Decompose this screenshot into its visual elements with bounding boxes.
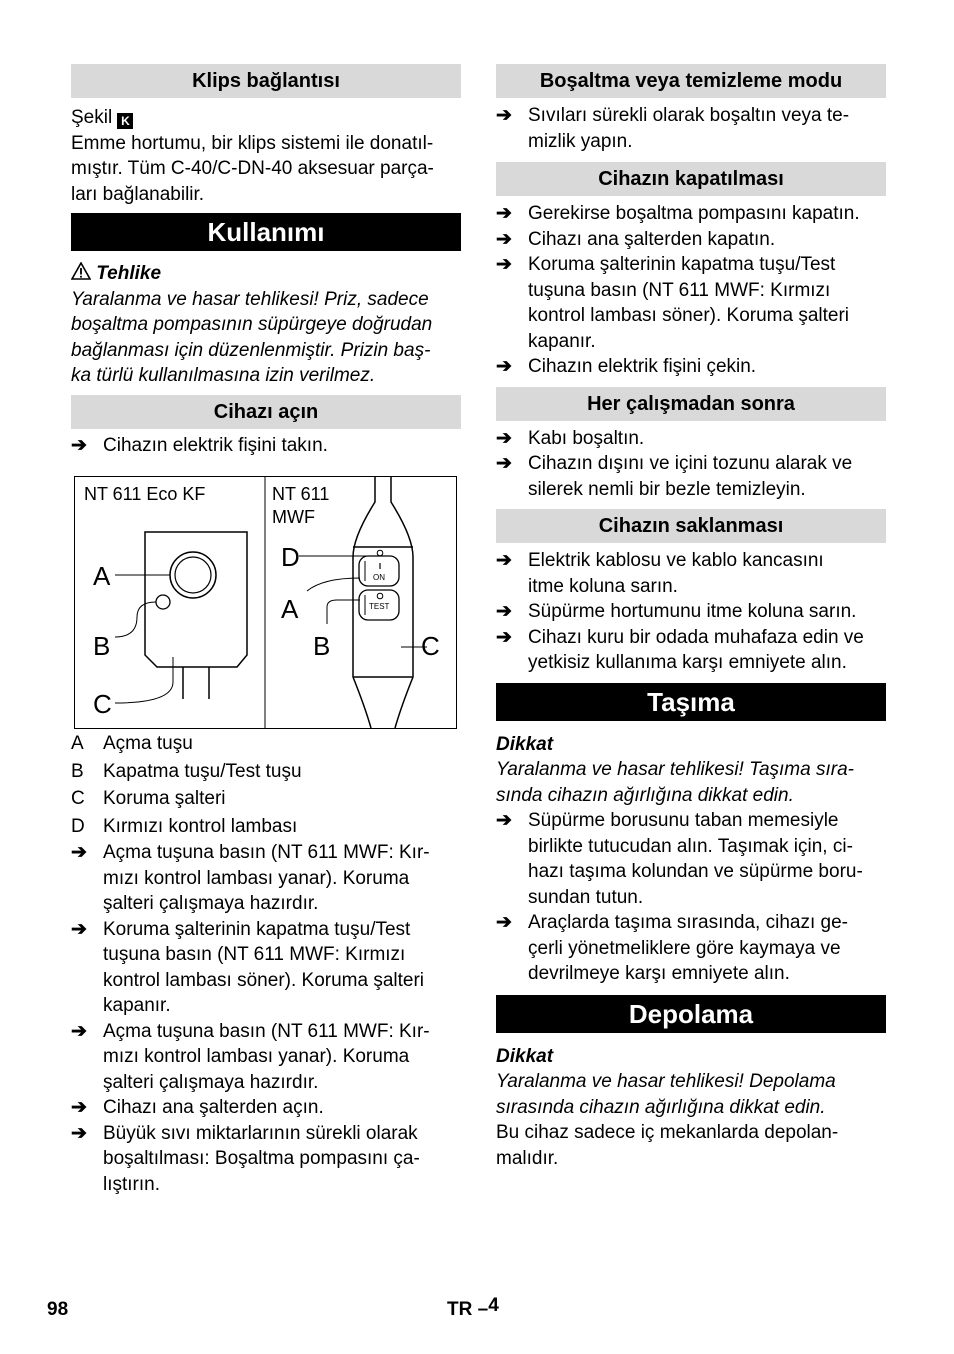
on-button	[170, 552, 216, 598]
footer-dash: –	[477, 1299, 489, 1320]
text-line: Emme hortumu, bir klips sistemi ile donatıl-	[71, 132, 434, 154]
text-line: ka türlü kullanılmasına izin verilmez.	[71, 365, 376, 386]
figure-legend	[71, 730, 461, 840]
text-line: bağlanması için düzenlenmiştir. Prizin baş-	[71, 339, 431, 361]
tehlike-text: Tehlike	[96, 263, 162, 284]
kapatilmasi-heading: Cihazın kapatılması	[496, 162, 886, 196]
warning-triangle-icon	[71, 262, 91, 280]
text-line: boşaltma pompasının süpürgeye doğrudan	[71, 314, 433, 335]
arrow-right-icon: ➔	[496, 203, 512, 224]
step-line: Koruma şalterinin kapatma tuşu/Test	[528, 254, 836, 275]
saklanmasi-steps	[496, 548, 886, 676]
text-line: mıştır. Tüm C-40/C-DN-40 aksesuar parça-	[71, 158, 434, 179]
footer-lang: TR	[447, 1299, 473, 1320]
arrow-right-icon: ➔	[496, 550, 512, 571]
step-line: mızı kontrol lambası yanar). Koruma	[103, 867, 410, 889]
text-line: Yaralanma ve hasar tehlikesi! Taşıma sıra-	[496, 759, 854, 780]
arrow-right-icon: ➔	[496, 453, 512, 474]
text-line: Yaralanma ve hasar tehlikesi! Depolama	[496, 1071, 836, 1092]
list-item	[71, 1019, 461, 1096]
label-c-right: C	[421, 631, 440, 661]
step-line: devrilmeye karşı emniyete alın.	[528, 963, 790, 984]
step-line: tuşuna basın (NT 611 MWF: Kırmızı	[528, 279, 831, 301]
tasima-steps	[496, 808, 886, 987]
list-item	[496, 625, 886, 676]
list-item	[496, 451, 886, 502]
step-line: Açma tuşuna basın (NT 611 MWF: Kır-	[103, 1020, 430, 1042]
depolama-text	[496, 1120, 886, 1171]
step-line: Süpürme hortumunu itme koluna sarın.	[528, 601, 857, 622]
text-line: sırasında cihazın ağırlığına dikkat edin.	[496, 1096, 826, 1118]
list-item	[496, 548, 886, 599]
arrow-right-icon: ➔	[496, 810, 512, 831]
label-b-left: B	[93, 631, 111, 661]
depolama-caution-text	[496, 1069, 886, 1120]
text-line: Bu cihaz sadece iç mekanlarda depolan-	[496, 1122, 839, 1143]
list-item	[496, 201, 886, 227]
cihazi-acin-steps	[71, 433, 461, 459]
legend-item: B Kapatma tuşu/Test tuşu	[71, 760, 302, 782]
step-line: çerli yönetmeliklere göre kaymaya ve	[528, 937, 841, 959]
text-line: ları bağlanabilir.	[71, 183, 205, 205]
arrow-right-icon: ➔	[496, 254, 512, 275]
list-item	[71, 917, 461, 1019]
her-calisma-steps	[496, 426, 886, 503]
step-line: Elektrik kablosu ve kablo kancasını	[528, 550, 824, 571]
bosaltma-steps	[496, 103, 886, 154]
list-item	[496, 227, 886, 253]
label-a-left: A	[93, 561, 111, 591]
label-d-right: D	[281, 542, 300, 572]
footer-section	[447, 1295, 499, 1321]
list-item	[71, 1121, 461, 1198]
step-line: itme koluna sarın.	[528, 575, 678, 597]
cihazi-acin-heading: Cihazı açın	[71, 395, 461, 429]
tasima-caution-text	[496, 757, 886, 808]
test-label: TEST	[369, 602, 390, 611]
legend-item: C Koruma şalteri	[71, 788, 226, 809]
label-c-left: C	[93, 689, 112, 719]
step-line: boşaltılması: Boşaltma pompasını ça-	[103, 1148, 420, 1169]
arrow-right-icon: ➔	[71, 1122, 87, 1144]
arrow-right-icon: ➔	[496, 105, 512, 126]
depolama-caution-label: Dikkat	[496, 1045, 554, 1067]
text-line: Yaralanma ve hasar tehlikesi! Priz, sadece	[71, 288, 429, 310]
legend-item: A Açma tuşu	[71, 733, 193, 754]
red-lamp	[377, 550, 383, 556]
arrow-right-icon: ➔	[71, 1020, 87, 1042]
step-line: Araçlarda taşıma sırasında, cihazı ge-	[528, 912, 848, 933]
legend-item: D Kırmızı kontrol lambası	[71, 815, 298, 837]
arrow-right-icon: ➔	[496, 601, 512, 622]
step-line: kapanır.	[528, 330, 596, 352]
tasima-caution-label: Dikkat	[496, 733, 554, 755]
list-item	[496, 599, 886, 625]
list-item	[496, 103, 886, 154]
klips-heading: Klips bağlantısı	[71, 64, 461, 98]
step-line: birlikte tutucudan alın. Taşımak için, ci-	[528, 835, 853, 857]
step-line: şalteri çalışmaya hazırdır.	[103, 893, 319, 914]
saklanmasi-heading: Cihazın saklanması	[496, 509, 886, 543]
step-line: Açma tuşuna basın (NT 611 MWF: Kır-	[103, 842, 430, 863]
kullanimi-heading: Kullanımı	[71, 213, 461, 251]
footer-section-page: 4	[488, 1295, 499, 1316]
figure-right-title-2: MWF	[272, 507, 315, 527]
step-line: kapanır.	[103, 995, 171, 1016]
arrow-right-icon: ➔	[496, 228, 512, 250]
label-b-right: B	[313, 631, 331, 661]
arrow-right-icon: ➔	[496, 912, 512, 933]
kapatilmasi-steps	[496, 201, 886, 380]
step-line: Cihazı ana şalterden açın.	[103, 1097, 324, 1118]
step-line: Koruma şalterinin kapatma tuşu/Test	[103, 918, 411, 940]
arrow-right-icon: ➔	[71, 1097, 87, 1118]
arrow-right-icon: ➔	[71, 842, 87, 863]
arrow-right-icon: ➔	[71, 918, 87, 940]
list-item	[71, 1095, 461, 1121]
arrow-right-icon: ➔	[71, 434, 87, 456]
step-line: mızı kontrol lambası yanar). Koruma	[103, 1046, 410, 1067]
step-line: şalteri çalışmaya hazırdır.	[103, 1071, 319, 1093]
step-line: Sıvıları sürekli olarak boşaltın veya te-	[528, 105, 850, 126]
bosaltma-heading: Boşaltma veya temizleme modu	[496, 64, 886, 98]
step-line: kontrol lambası söner). Koruma şalteri	[103, 969, 425, 991]
tasima-heading: Taşıma	[496, 683, 886, 721]
danger-label	[71, 261, 461, 287]
step-line: tuşuna basın (NT 611 MWF: Kırmızı	[103, 944, 406, 965]
warning-text	[71, 287, 461, 389]
step-line: Gerekirse boşaltma pompasını kapatın.	[528, 203, 860, 224]
arrow-right-icon: ➔	[496, 626, 512, 648]
arrow-right-icon: ➔	[496, 427, 512, 449]
figure-right-title-1: NT 611	[272, 484, 330, 504]
arrow-right-icon: ➔	[496, 356, 512, 377]
list-item	[71, 433, 461, 459]
text-line: malıdır.	[496, 1147, 559, 1169]
right-column	[496, 64, 886, 1171]
figure-k-icon: K	[117, 113, 133, 129]
step-line: sundan tutun.	[528, 886, 644, 908]
klips-text	[71, 131, 461, 208]
left-operation-steps	[71, 840, 461, 1197]
step-line: Büyük sıvı miktarlarının sürekli olarak	[103, 1122, 418, 1144]
list-item	[496, 354, 886, 380]
list-item	[496, 426, 886, 452]
step-line: kontrol lambası söner). Koruma şalteri	[528, 305, 850, 326]
depolama-heading: Depolama	[496, 995, 886, 1033]
left-column	[71, 64, 461, 1197]
step-line: Cihazın dışını ve içini tozunu alarak ve	[528, 453, 853, 474]
off-test-button	[156, 595, 170, 609]
step-line: yetkisiz kullanıma karşı emniyete alın.	[528, 652, 847, 673]
step-line: Kabı boşaltın.	[528, 427, 645, 449]
sekil-line	[71, 105, 461, 131]
step-line: mizlik yapın.	[528, 130, 633, 152]
page-number: 98	[47, 1299, 69, 1320]
step-line: Süpürme borusunu taban memesiyle	[528, 810, 839, 831]
list-item	[496, 808, 886, 910]
list-item	[496, 252, 886, 354]
step-line: silerek nemli bir bezle temizleyin.	[528, 478, 806, 500]
control-panel-figure	[74, 476, 457, 729]
step-line: lıştırın.	[103, 1173, 161, 1195]
on-label: ON	[373, 573, 385, 582]
list-item	[71, 840, 461, 917]
eco-kf-cable	[183, 667, 209, 699]
list-item	[496, 910, 886, 987]
step-text: Cihazın elektrik fişini takın.	[103, 434, 328, 456]
text-line: sında cihazın ağırlığına dikkat edin.	[496, 784, 794, 806]
figure-left-title: NT 611 Eco KF	[84, 484, 206, 504]
her-calisma-heading: Her çalışmadan sonra	[496, 387, 886, 421]
sekil-label: Şekil	[71, 107, 113, 128]
figure-drawing	[75, 477, 456, 728]
step-line: Cihazın elektrik fişini çekin.	[528, 356, 757, 377]
step-line: hazı taşıma kolundan ve süpürme boru-	[528, 861, 863, 882]
step-line: Cihazı ana şalterden kapatın.	[528, 228, 776, 250]
label-a-right: A	[281, 594, 299, 624]
step-line: Cihazı kuru bir odada muhafaza edin ve	[528, 626, 864, 648]
